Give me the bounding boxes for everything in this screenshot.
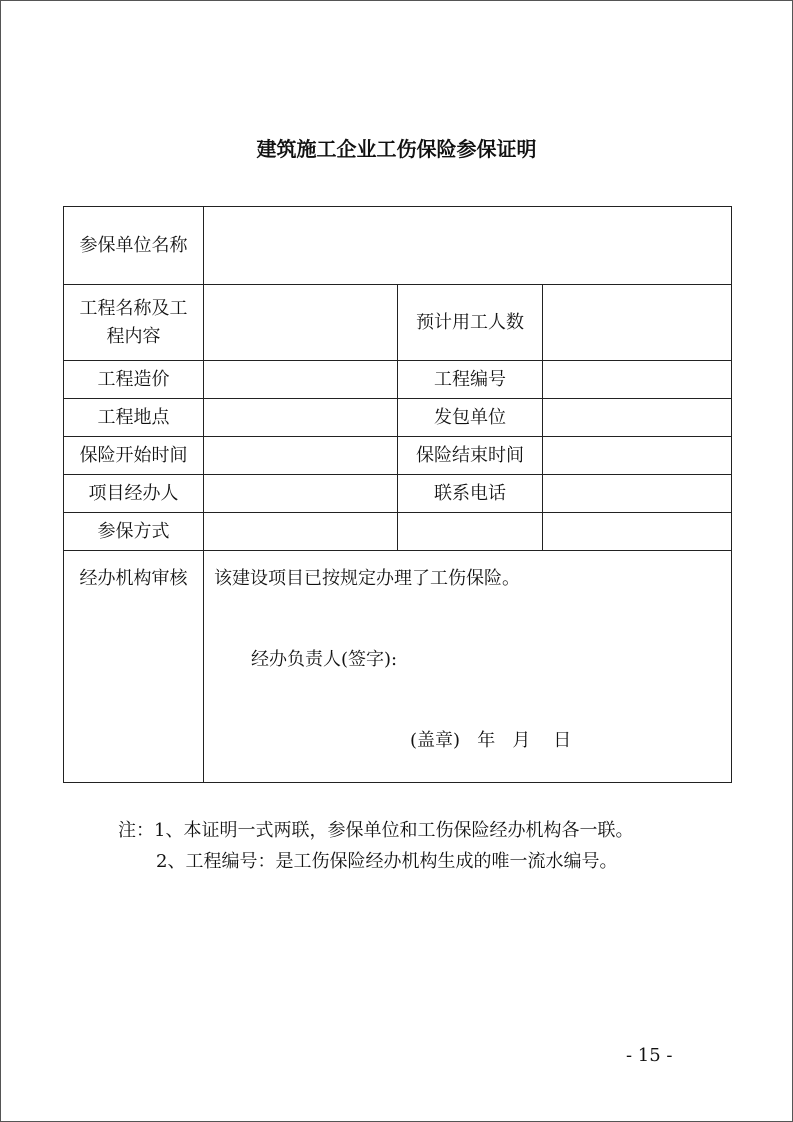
project-location-label: 工程地点 bbox=[64, 399, 204, 437]
contracting-unit-value[interactable] bbox=[543, 399, 732, 437]
table-row bbox=[64, 475, 732, 513]
insurance-end-label: 保险结束时间 bbox=[398, 437, 543, 475]
table-row bbox=[64, 285, 732, 361]
table-row bbox=[64, 437, 732, 475]
expected-workers-value[interactable] bbox=[543, 285, 732, 361]
contact-phone-value[interactable] bbox=[543, 475, 732, 513]
table-row bbox=[64, 399, 732, 437]
insured-unit-label: 参保单位名称 bbox=[64, 207, 204, 285]
table-row bbox=[64, 551, 732, 783]
note-line-1: 注：1、本证明一式两联，参保单位和工伤保险经办机构各一联。 bbox=[118, 820, 634, 841]
review-signer: 经办负责人(签字): bbox=[251, 649, 398, 670]
project-manager-value[interactable] bbox=[204, 475, 398, 513]
insurance-start-label: 保险开始时间 bbox=[64, 437, 204, 475]
document-title: 建筑施工企业工伤保险参保证明 bbox=[256, 137, 537, 161]
project-manager-label: 项目经办人 bbox=[64, 475, 204, 513]
table-row bbox=[64, 207, 732, 285]
review-statement: 该建设项目已按规定办理了工伤保险。 bbox=[214, 568, 520, 589]
review-label: 经办机构审核 bbox=[79, 568, 188, 589]
project-location-value[interactable] bbox=[204, 399, 398, 437]
page-number: - 15 - bbox=[626, 1045, 673, 1066]
contact-phone-label: 联系电话 bbox=[398, 475, 543, 513]
insurance-end-value[interactable] bbox=[543, 437, 732, 475]
insurance-method-value[interactable] bbox=[204, 513, 398, 551]
project-number-value[interactable] bbox=[543, 361, 732, 399]
insurance-certificate-table bbox=[63, 206, 732, 783]
contracting-unit-label: 发包单位 bbox=[398, 399, 543, 437]
review-label-cell bbox=[64, 551, 204, 783]
insurance-start-value[interactable] bbox=[204, 437, 398, 475]
insured-unit-value[interactable] bbox=[204, 207, 732, 285]
notes bbox=[118, 815, 633, 877]
project-number-label: 工程编号 bbox=[398, 361, 543, 399]
insurance-method-label: 参保方式 bbox=[64, 513, 204, 551]
project-name-label-line1: 工程名称及工 bbox=[79, 297, 188, 319]
empty-cell bbox=[543, 513, 732, 551]
review-content-cell bbox=[204, 551, 732, 783]
project-name-label bbox=[64, 285, 204, 361]
table-row bbox=[64, 361, 732, 399]
project-cost-label: 工程造价 bbox=[64, 361, 204, 399]
review-seal-date: (盖章) 年 月 日 bbox=[410, 730, 572, 751]
project-name-label-line2: 程内容 bbox=[106, 325, 161, 347]
expected-workers-label: 预计用工人数 bbox=[398, 285, 543, 361]
note-line-2: 2、工程编号：是工伤保险经办机构生成的唯一流水编号。 bbox=[156, 851, 618, 872]
project-name-value[interactable] bbox=[204, 285, 398, 361]
empty-cell bbox=[398, 513, 543, 551]
project-cost-value[interactable] bbox=[204, 361, 398, 399]
table-row bbox=[64, 513, 732, 551]
